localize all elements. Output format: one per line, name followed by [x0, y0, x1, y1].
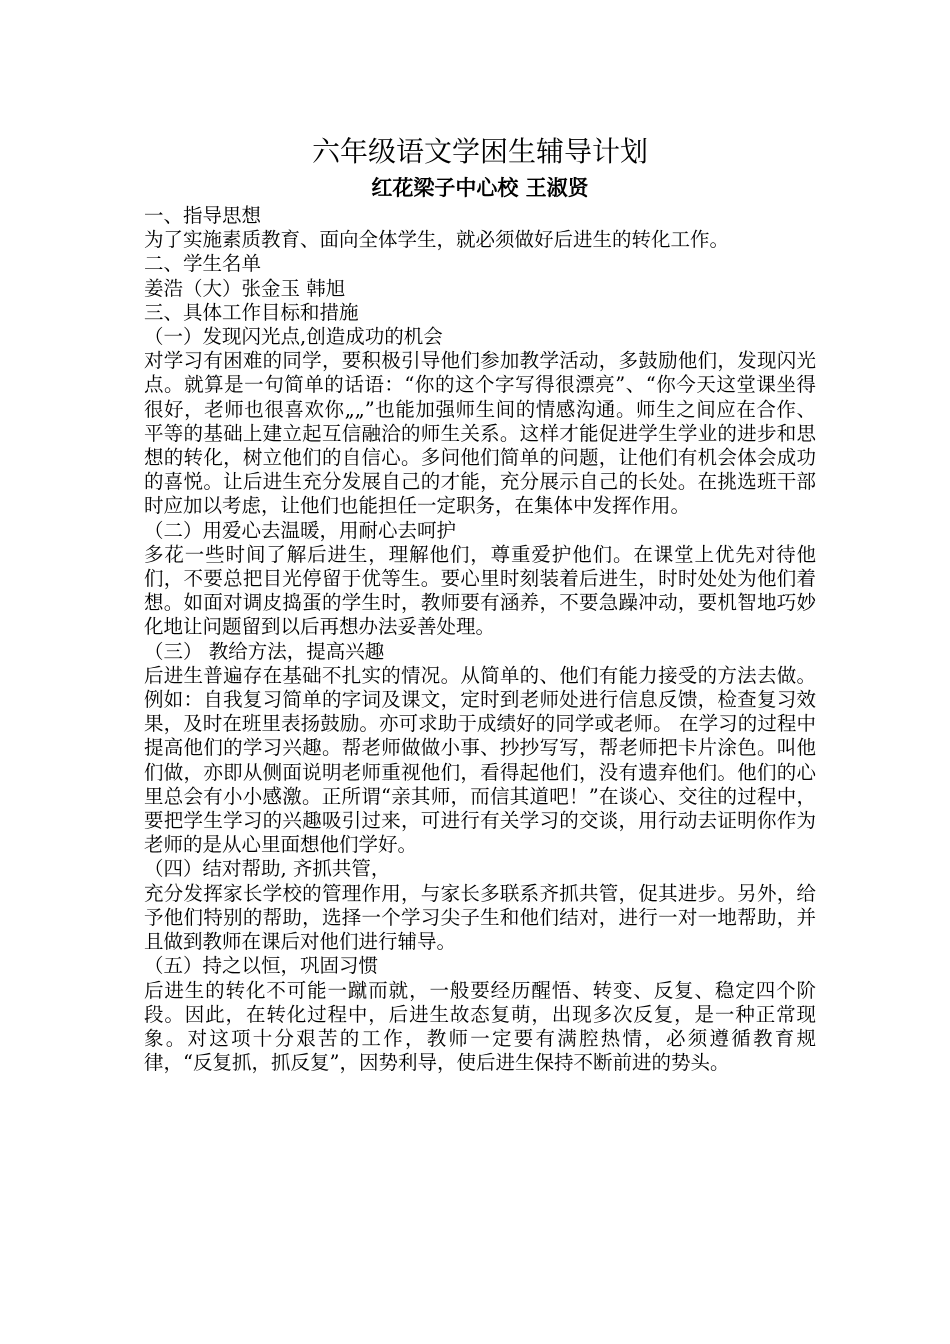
- subheading-3: （三） 教给方法，提高兴趣: [144, 639, 385, 663]
- document-page: [144, 132, 816, 1075]
- paragraph-student-list: 姜浩（大）张金玉 韩旭: [144, 276, 346, 300]
- subheading-5: （五）持之以恒，巩固习惯: [144, 954, 379, 978]
- section-heading-student-list: 二、学生名单: [144, 252, 262, 276]
- subheading-2: （二）用爱心去温暖，用耐心去呵护: [144, 518, 457, 542]
- document-title: 六年级语文学困生辅导计划: [311, 135, 648, 168]
- paragraph-3: 后进生普遍存在基础不扎实的情况。从简单的、他们有能力接受的方法去做。例如：自我复习简单的字词及课文，定时到老师处进行信息反馈，检查复习效果，及时在班里表扬鼓励。亦可求助于成绩好的同学或老师。 在学习的过程中提高他们的学习兴趣。帮老师做做小事、抄抄写写，帮老师把卡片涂色。叫他们做，亦即从侧面说明老师重视他们，看得起他们，没有遗弃他们。他们的心里总会有小小感激。正所谓“亲其师，而信其道吧！”在谈心、交往的过程中，要把学生学习的兴趣吸引过来，可进行有关学习的交谈，用行动去证明你作为老师的是从心里面想他们学好。: [144, 663, 816, 857]
- paragraph-guiding-idea: 为了实施素质教育、面向全体学生，就必须做好后进生的转化工作。: [144, 228, 730, 252]
- paragraph-1: 对学习有困难的同学，要积极引导他们参加教学活动，多鼓励他们，发现闪光点。就算是一句简单的话语：“你的这个字写得很漂亮”、“你今天这堂课坐得很好，老师也很喜欢你„„”也能加强师生间的情感沟通。师生之间应在合作、平等的基础上建立起互信融洽的师生关系。这样才能促进学生学业的进步和思想的转化，树立他们的自信心。多问他们简单的问题，让他们有机会体会成功的喜悦。让后进生充分发展自己的才能，充分展示自己的长处。在挑选班干部时应加以考虑，让他们也能担任一定职务，在集体中发挥作用。: [144, 349, 816, 518]
- paragraph-2: 多花一些时间了解后进生，理解他们，尊重爱护他们。在课堂上优先对待他们，不要总把目光停留于优等生。要心里时刻装着后进生，时时处处为他们着想。如面对调皮捣蛋的学生时，教师要有涵养，不要急躁冲动，要机智地巧妙化地让问题留到以后再想办法妥善处理。: [144, 542, 816, 639]
- subheading-1: （一）发现闪光点,创造成功的机会: [144, 325, 443, 349]
- subheading-4: （四）结对帮助, 齐抓共管，: [144, 857, 391, 881]
- paragraph-5: 后进生的转化不可能一蹴而就，一般要经历醒悟、转变、反复、稳定四个阶段。因此，在转化过程中，后进生故态复萌，出现多次反复，是一种正常现象。对这项十分艰苦的工作，教师一定要有满腔热情，必须遵循教育规律，“反复抓，抓反复”，因势利导，使后进生保持不断前进的势头。: [144, 978, 816, 1075]
- section-heading-goals-measures: 三、具体工作目标和措施: [144, 300, 359, 324]
- paragraph-4: 充分发挥家长学校的管理作用，与家长多联系齐抓共管，促其进步。另外，给予他们特别的帮助，选择一个学习尖子生和他们结对，进行一对一地帮助，并且做到教师在课后对他们进行辅导。: [144, 881, 816, 954]
- document-author: 红花梁子中心校 王淑贤: [371, 176, 589, 200]
- section-heading-guiding-idea: 一、指导思想: [144, 204, 262, 227]
